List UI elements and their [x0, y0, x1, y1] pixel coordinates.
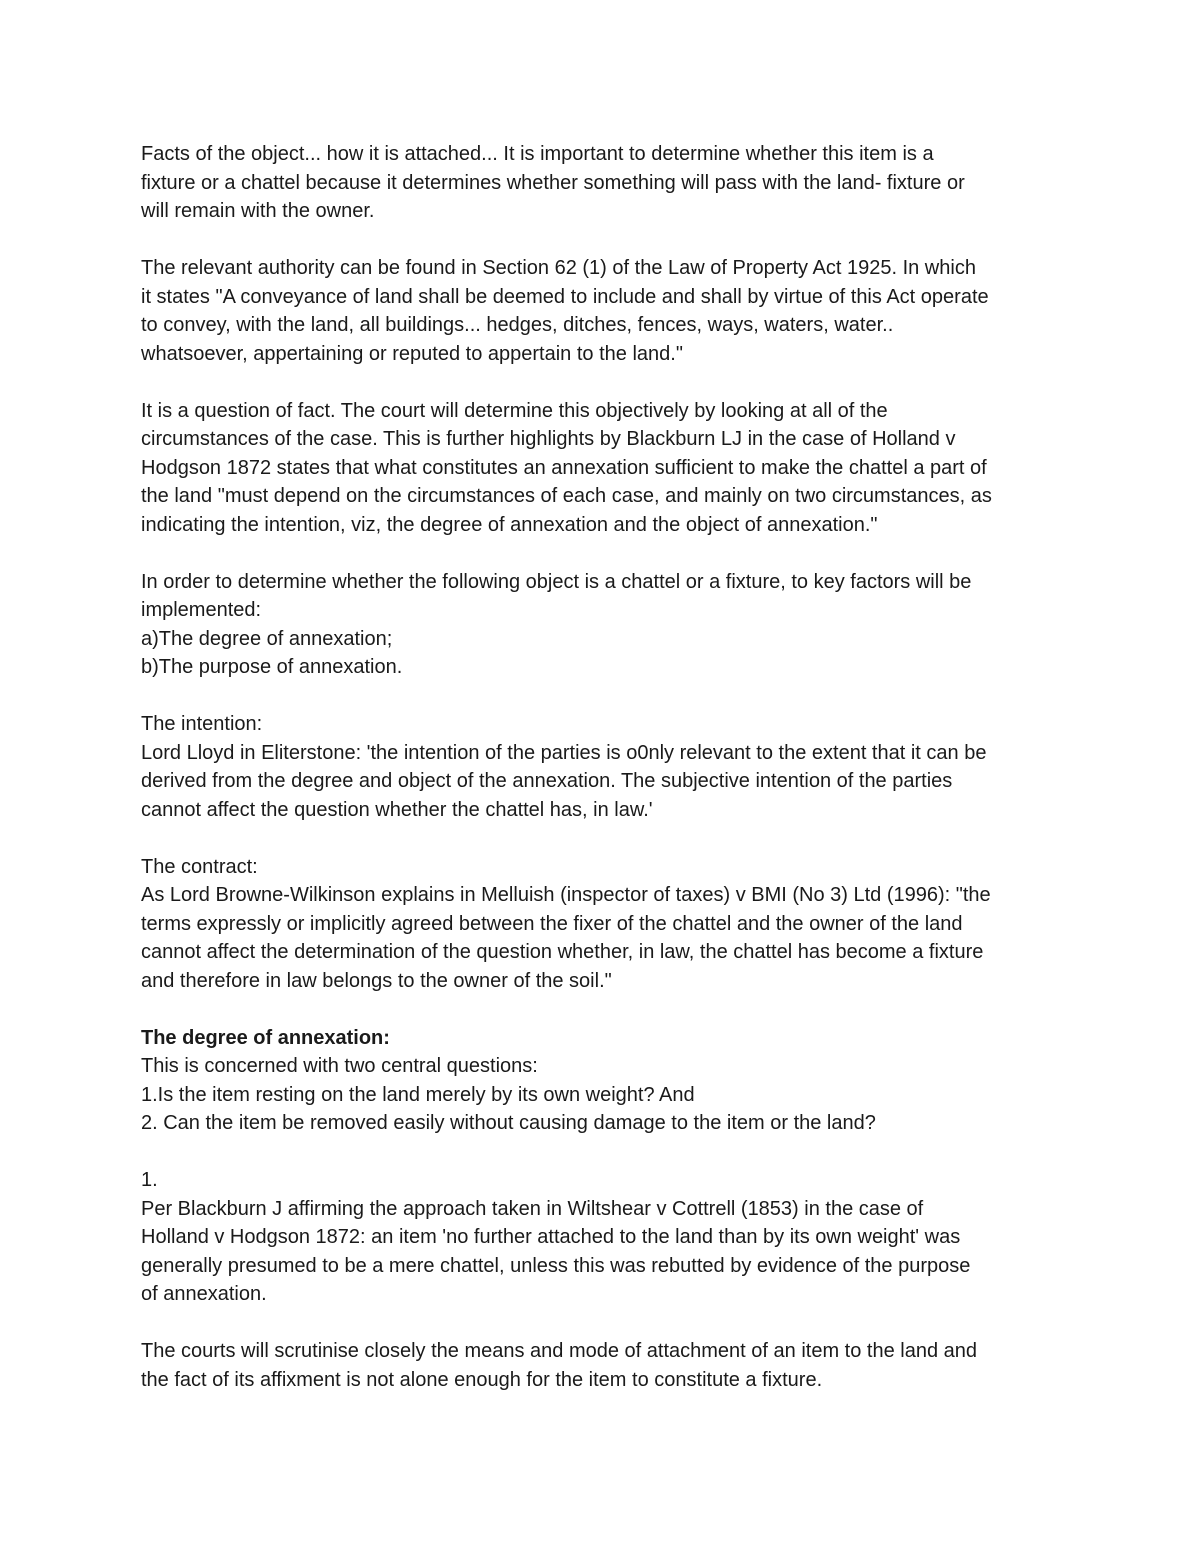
text-line: cannot affect the question whether the chattel has, in law.'	[141, 798, 653, 821]
paragraph-question-of-fact	[141, 397, 1071, 540]
text-line: Hodgson 1872 states that what constitutes an annexation sufficient to make the chattel a part of	[141, 456, 987, 479]
text-line: of annexation.	[141, 1283, 267, 1305]
section-label: The contract:	[141, 855, 258, 878]
text-line: and therefore in law belongs to the owner of the soil."	[141, 969, 612, 992]
text-line: Facts of the object... how it is attached... It is important to determine whether this item is a	[141, 143, 934, 165]
list-item: 2. Can the item be removed easily without causing damage to the item or the land?	[141, 1112, 876, 1134]
text-line: circumstances of the case. This is further highlights by Blackburn LJ in the case of Holland v	[141, 428, 956, 450]
list-number: 1.	[141, 1169, 158, 1191]
paragraph-contract	[141, 853, 1071, 996]
text-line: derived from the degree and object of the annexation. The subjective intention of the parties	[141, 770, 953, 792]
text-line: will remain with the owner.	[141, 200, 375, 222]
text-line: terms expressly or implicitly agreed between the fixer of the chattel and the owner of the land	[141, 912, 963, 935]
text-line: to convey, with the land, all buildings... hedges, ditches, fences, ways, waters, water..	[141, 314, 894, 336]
text-line: As Lord Browne-Wilkinson explains in Melluish (inspector of taxes) v BMI (No 3) Ltd (1996): "the	[141, 884, 991, 906]
text-line: generally presumed to be a mere chattel, unless this was rebutted by evidence of the purpose	[141, 1254, 971, 1277]
list-item: 1.Is the item resting on the land merely by its own weight? And	[141, 1083, 695, 1106]
list-item: b)The purpose of annexation.	[141, 656, 403, 678]
text-line: the land "must depend on the circumstances of each case, and mainly on two circumstances, as	[141, 485, 992, 507]
paragraph-authority	[141, 254, 1071, 368]
paragraph-key-factors	[141, 568, 1071, 682]
text-line: cannot affect the determination of the question whether, in law, the chattel has become a fixture	[141, 941, 984, 963]
document-body	[141, 140, 1071, 1423]
text-line: fixture or a chattel because it determines whether something will pass with the land- fixture or	[141, 171, 965, 194]
text-line: the fact of its affixment is not alone enough for the item to constitute a fixture.	[141, 1368, 823, 1391]
text-line: This is concerned with two central questions:	[141, 1055, 538, 1077]
text-line: indicating the intention, viz, the degree of annexation and the object of annexation."	[141, 513, 878, 536]
text-line: it states "A conveyance of land shall be deemed to include and shall by virtue of this Act operate	[141, 285, 989, 308]
text-line: whatsoever, appertaining or reputed to appertain to the land."	[141, 342, 683, 365]
paragraph-point-one	[141, 1166, 1071, 1309]
text-line: The courts will scrutinise closely the means and mode of attachment of an item to the land and	[141, 1340, 977, 1362]
section-heading: The degree of annexation:	[141, 1026, 390, 1049]
text-line: It is a question of fact. The court will determine this objectively by looking at all of the	[141, 399, 888, 422]
text-line: Holland v Hodgson 1872: an item 'no further attached to the land than by its own weight' was	[141, 1226, 961, 1248]
text-line: In order to determine whether the following object is a chattel or a fixture, to key factors will be	[141, 570, 972, 593]
text-line: Per Blackburn J affirming the approach taken in Wiltshear v Cottrell (1853) in the case of	[141, 1197, 924, 1220]
paragraph-intention	[141, 710, 1071, 824]
text-line: The relevant authority can be found in Section 62 (1) of the Law of Property Act 1925. In which	[141, 257, 976, 279]
paragraph-courts-scrutinise	[141, 1337, 1071, 1394]
paragraph-degree-of-annexation	[141, 1024, 1071, 1138]
list-item: a)The degree of annexation;	[141, 627, 393, 650]
section-label: The intention:	[141, 713, 263, 735]
text-line: Lord Lloyd in Eliterstone: 'the intention of the parties is o0nly relevant to the extent that it can be	[141, 741, 987, 764]
text-line: implemented:	[141, 599, 262, 621]
paragraph-facts	[141, 140, 1071, 226]
